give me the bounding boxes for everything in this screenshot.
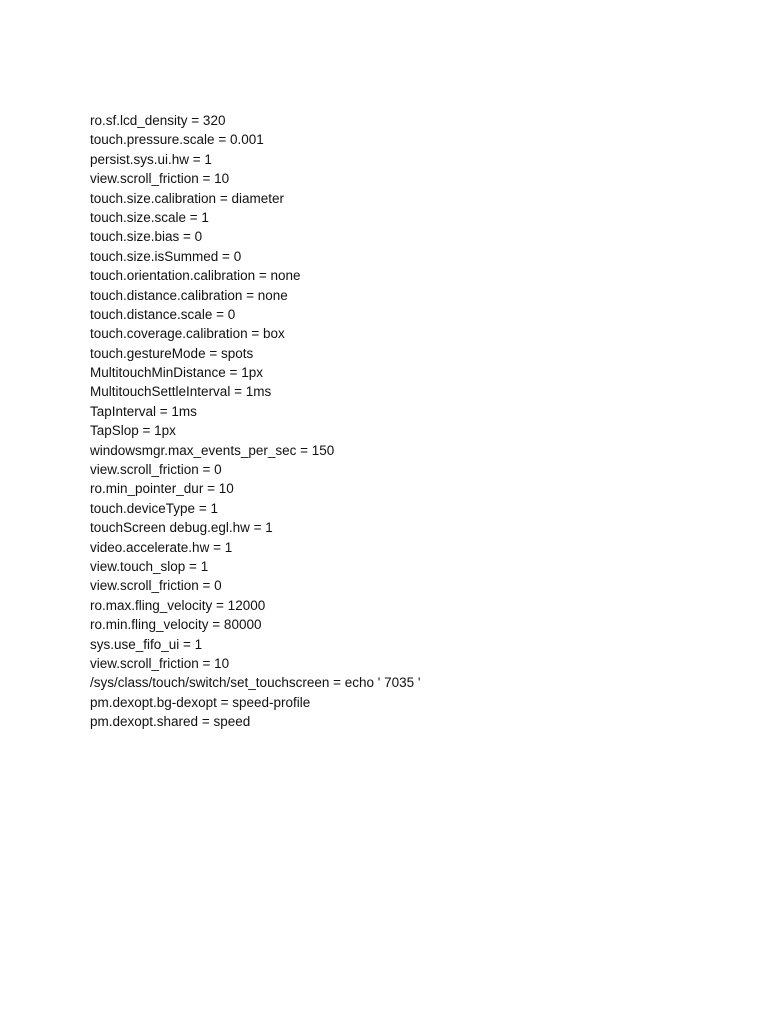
config-line: view.touch_slop = 1 <box>90 558 209 574</box>
config-line: ro.max.fling_velocity = 12000 <box>90 597 266 613</box>
config-line: /sys/class/touch/switch/set_touchscreen = echo ' 7035 ' <box>90 675 421 691</box>
config-line: TapSlop = 1px <box>90 423 176 439</box>
config-line: MultitouchMinDistance = 1px <box>90 365 263 381</box>
config-line: persist.sys.ui.hw = 1 <box>90 151 212 167</box>
config-line: pm.dexopt.bg-dexopt = speed-profile <box>90 694 311 710</box>
config-line: touch.orientation.calibration = none <box>90 268 301 284</box>
config-line: view.scroll_friction = 10 <box>90 171 230 187</box>
config-lines-list <box>90 111 730 732</box>
config-line: ro.min.fling_velocity = 80000 <box>90 617 262 633</box>
config-line: view.scroll_friction = 0 <box>90 462 222 478</box>
config-line: touch.size.bias = 0 <box>90 229 203 245</box>
config-line: touch.coverage.calibration = box <box>90 326 285 342</box>
config-line: touch.size.calibration = diameter <box>90 190 284 206</box>
config-line: view.scroll_friction = 0 <box>90 578 222 594</box>
config-line: TapInterval = 1ms <box>90 403 197 419</box>
config-line: touch.gestureMode = spots <box>90 345 254 361</box>
config-line: view.scroll_friction = 10 <box>90 655 230 671</box>
config-line: ro.min_pointer_dur = 10 <box>90 481 234 497</box>
config-line: touch.distance.calibration = none <box>90 287 288 303</box>
config-line: touch.pressure.scale = 0.001 <box>90 132 264 148</box>
config-line: touch.deviceType = 1 <box>90 500 218 516</box>
config-line: touch.size.isSummed = 0 <box>90 248 242 264</box>
config-line: touch.distance.scale = 0 <box>90 306 236 322</box>
config-line: video.accelerate.hw = 1 <box>90 539 233 555</box>
config-line: sys.use_fifo_ui = 1 <box>90 636 203 652</box>
config-line: touchScreen debug.egl.hw = 1 <box>90 520 273 536</box>
config-line: windowsmgr.max_events_per_sec = 150 <box>90 442 335 458</box>
config-line: touch.size.scale = 1 <box>90 209 209 225</box>
config-line: ro.sf.lcd_density = 320 <box>90 113 226 128</box>
config-line: pm.dexopt.shared = speed <box>90 714 251 730</box>
config-line: MultitouchSettleInterval = 1ms <box>90 384 272 400</box>
